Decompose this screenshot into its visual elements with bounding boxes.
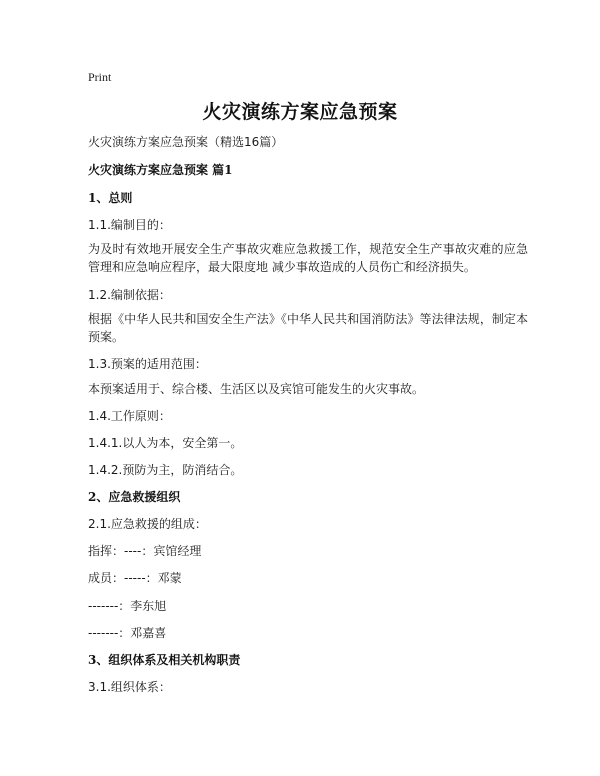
document-title: 火灾演练方案应急预案	[202, 101, 398, 123]
section-1-3-text: 本预案适用于、综合楼、生活区以及宾馆可能发生的火灾事故。	[88, 382, 425, 396]
section-1-2-label: 1.2.编制依据：	[88, 288, 171, 302]
chapter-heading: 火灾演练方案应急预案 篇1	[88, 163, 233, 177]
document-subtitle: 火灾演练方案应急预案（精选16篇）	[88, 135, 284, 149]
section-1-4-1: 1.4.1.以人为本，安全第一。	[88, 436, 243, 450]
print-label: Print	[88, 70, 112, 84]
section-1-3-label: 1.3.预案的适用范围：	[88, 357, 207, 371]
section-1-4-2: 1.4.2.预防为主，防消结合。	[88, 463, 243, 477]
section-2-1-label: 2.1.应急救援的组成：	[88, 517, 207, 531]
section-1-heading: 1、总则	[88, 191, 133, 205]
section-1-2-text: 根据《中华人民共和国安全生产法》《中华人民共和国消防法》等法律法规，制定本预案。	[88, 312, 528, 344]
member-line-1: 成员：-----：邓蒙	[88, 571, 182, 585]
section-1-1-text: 为及时有效地开展安全生产事故灾难应急救援工作，规范安全生产事故灾难的应急管理和应急响应程序，最大限度地 减少事故造成的人员伤亡和经济损失。	[88, 242, 528, 274]
section-2-heading: 2、应急救援组织	[88, 490, 181, 504]
section-3-1-label: 3.1.组织体系：	[88, 680, 171, 694]
commander-line: 指挥：----：宾馆经理	[88, 544, 202, 558]
section-1-4-label: 1.4.工作原则：	[88, 409, 171, 423]
section-3-heading: 3、组织体系及相关机构职责	[88, 653, 241, 667]
section-1-1-label: 1.1.编制目的：	[88, 218, 171, 232]
member-line-2: -------：李东旭	[88, 599, 167, 613]
member-line-3: -------：邓嘉喜	[88, 626, 167, 640]
